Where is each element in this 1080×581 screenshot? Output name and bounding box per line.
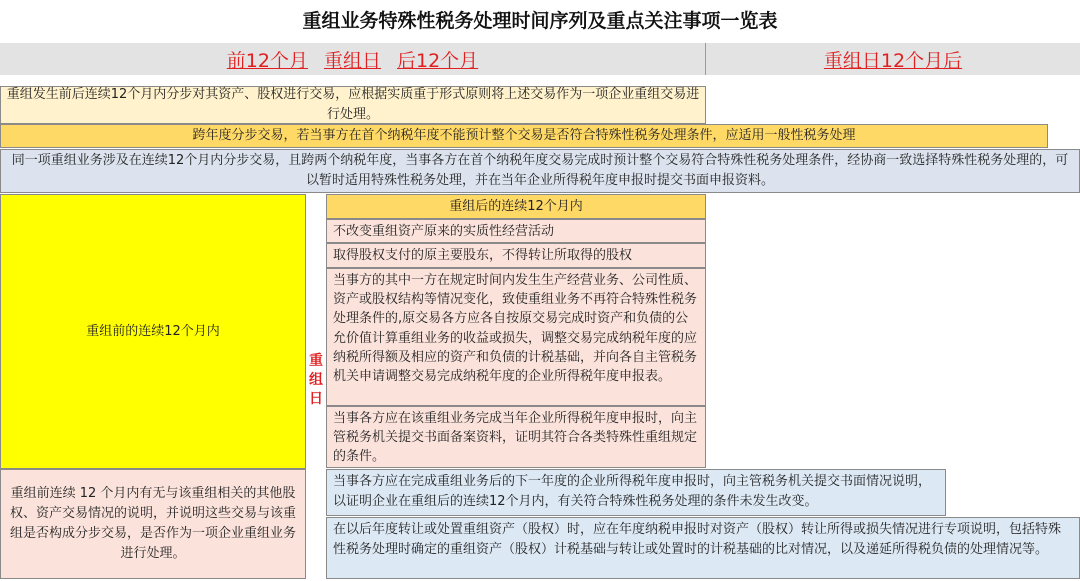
- before-12-months: 重组前的连续12个月内: [0, 194, 306, 469]
- reorg-day-label: 重组日: [309, 353, 323, 407]
- later-next-year: 当事各方应在完成重组业务后的下一年度的企业所得税年度申报时，向主管税务机关提交书面情况说明，以证明企业在重组后的连续12个月内，有关符合特殊性税务处理的条件未发生改变。: [326, 469, 946, 516]
- after-item-adjustment: 当事方的其中一方在规定时间内发生生产经营业务、公司性质、资产或股权结构等情况变化，致使重组业务不再符合特殊性税务处理条件的,原交易各方应各自按原交易完成时资产和负债的公允价值计算重组业务的收益或损失，调整交易完成纳税年度的应纳税所得额及相应的资产和负债的计税基础，并向各自主管税务机关申请调整交易完成纳税年度的企业所得税年度申报表。: [326, 268, 706, 406]
- header-after-12-months: 重组日12个月后: [823, 49, 963, 72]
- after-item-filing: 当事各方应在该重组业务完成当年企业所得税年度申报时，向主管税务机关提交书面备案资料，证明其符合各类特殊性重组规定的条件。: [326, 406, 706, 468]
- header-reorg-day: 重组日: [323, 49, 381, 72]
- row-cross-year: 跨年度分步交易，若当事方在首个纳税年度不能预计整个交易是否符合特殊性税务处理条件，应适用一般性税务处理: [0, 124, 1048, 148]
- header-before-12: 前12个月: [226, 49, 308, 72]
- after-item-business: 不改变重组资产原来的实质性经营活动: [326, 219, 706, 243]
- later-transfer: 在以后年度转让或处置重组资产（股权）时，应在年度纳税申报时对资产（股权）转让所得或损失情况进行专项说明，包括特殊性税务处理时确定的重组资产（股权）计税基础与转让或处置时的计税基础的比对情况，以及递延所得税负债的处理情况等。: [326, 517, 1080, 579]
- after-item-equity: 取得股权支付的原主要股东，不得转让所取得的股权: [326, 243, 706, 268]
- row-step-transaction: 重组发生前后连续12个月内分步对其资产、股权进行交易，应根据实质重于形式原则将上述交易作为一项企业重组交易进行处理。: [0, 86, 706, 124]
- row-temporary-special: 同一项重组业务涉及在连续12个月内分步交易，且跨两个纳税年度，当事各方在首个纳税年度交易完成时预计整个交易符合特殊性税务处理条件，经协商一致选择特殊性税务处理的，可以暂时适用特殊性税务处理，并在当年企业所得税年度申报时提交书面申报资料。: [0, 149, 1080, 193]
- timeline-header-left: [0, 43, 706, 75]
- page-title: 重组业务特殊性税务处理时间序列及重点关注事项一览表: [302, 10, 778, 32]
- disclosure-before: 重组前连续 12 个月内有无与该重组相关的其他股权、资产交易情况的说明，并说明这些交易与该重组是否构成分步交易，是否作为一项企业重组业务进行处理。: [0, 469, 306, 579]
- header-after-12: 后12个月: [397, 49, 479, 72]
- timeline-header-right: [706, 43, 1080, 75]
- after-12-header: 重组后的连续12个月内: [326, 194, 706, 219]
